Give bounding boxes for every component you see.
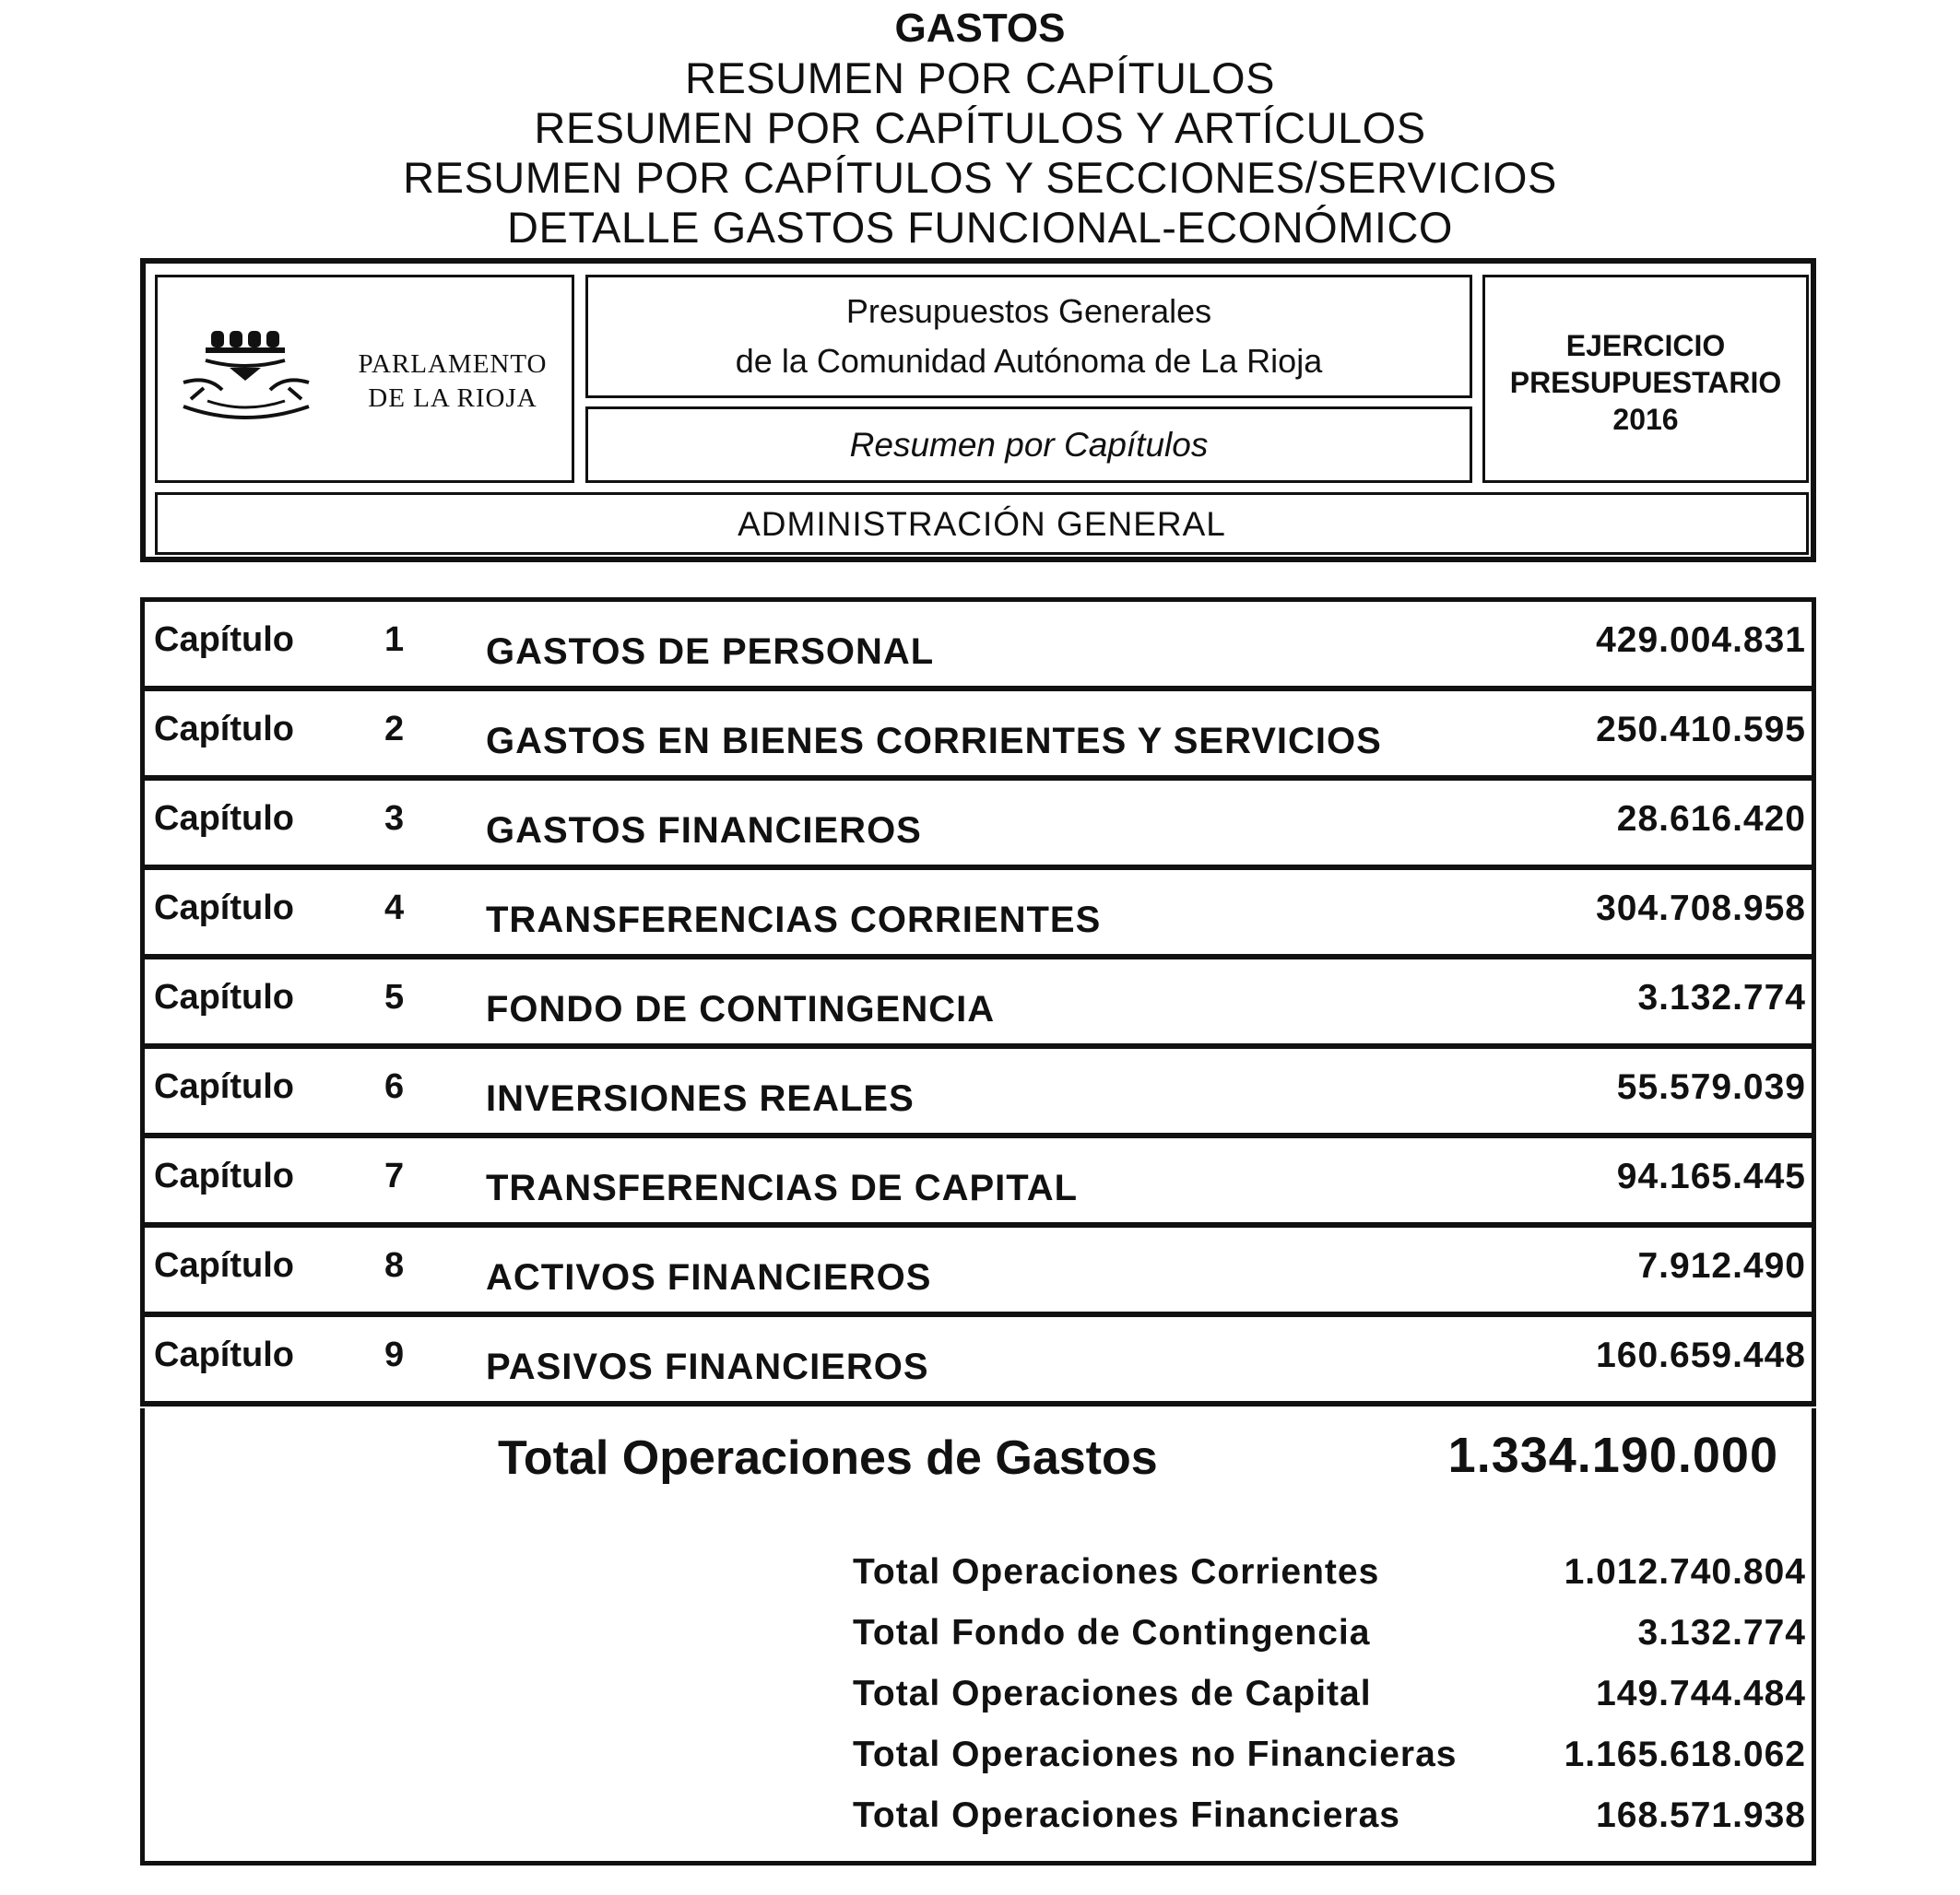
chapter-name: TRANSFERENCIAS DE CAPITAL — [486, 1168, 1079, 1208]
logo-line2: DE LA RIOJA — [368, 383, 537, 413]
title-resumen-secciones: RESUMEN POR CAPÍTULOS Y SECCIONES/SERVICIOS — [403, 153, 1557, 202]
ejercicio-year: 2016 — [1612, 403, 1679, 436]
subtotal-value: 1.012.740.804 — [1564, 1552, 1806, 1592]
table-row — [145, 691, 1812, 781]
subtotal-row — [145, 1613, 1812, 1668]
chapter-label: Capítulo — [154, 710, 294, 748]
ejercicio-line2: PRESUPUESTARIO — [1509, 366, 1782, 399]
table-row — [145, 870, 1812, 959]
title-gastos: GASTOS — [894, 6, 1066, 51]
table-row — [145, 1317, 1812, 1407]
grand-total-label: Total Operaciones de Gastos — [498, 1431, 1158, 1485]
presupuestos-line1: Presupuestos Generales — [845, 292, 1212, 330]
chapter-value: 250.410.595 — [1596, 710, 1806, 749]
chapters-table — [140, 597, 1816, 1407]
logo-box — [155, 275, 574, 483]
subtotal-label: Total Fondo de Contingencia — [853, 1613, 1371, 1653]
subtotal-value: 168.571.938 — [1596, 1795, 1806, 1835]
subtotal-value: 149.744.484 — [1596, 1674, 1806, 1713]
chapter-value: 7.912.490 — [1637, 1246, 1806, 1286]
title-resumen-articulos: RESUMEN POR CAPÍTULOS Y ARTÍCULOS — [534, 103, 1426, 152]
totals-box — [140, 1408, 1816, 1866]
subtotal-row — [145, 1552, 1812, 1607]
chapter-label: Capítulo — [154, 799, 294, 838]
subtotal-label: Total Operaciones Corrientes — [853, 1552, 1380, 1592]
subtotal-label: Total Operaciones no Financieras — [853, 1735, 1458, 1774]
chapter-value: 429.004.831 — [1596, 620, 1806, 660]
table-row — [145, 1228, 1812, 1317]
chapter-number: 3 — [384, 799, 405, 838]
table-row — [145, 602, 1812, 691]
chapter-label: Capítulo — [154, 1157, 294, 1195]
chapter-label: Capítulo — [154, 978, 294, 1017]
grand-total-value: 1.334.190.000 — [1447, 1428, 1778, 1483]
logo-line1: PARLAMENTO — [358, 349, 548, 379]
title-resumen-capitulos: RESUMEN POR CAPÍTULOS — [685, 53, 1275, 102]
chapter-name: TRANSFERENCIAS CORRIENTES — [486, 900, 1102, 940]
chapter-number: 4 — [384, 889, 405, 927]
chapter-number: 5 — [384, 978, 405, 1017]
subtotal-row — [145, 1674, 1812, 1729]
subtotal-row — [145, 1735, 1812, 1790]
chapter-name: ACTIVOS FINANCIEROS — [486, 1257, 932, 1298]
subtotal-label: Total Operaciones de Capital — [853, 1674, 1372, 1713]
chapter-label: Capítulo — [154, 620, 294, 659]
subtotal-value: 3.132.774 — [1637, 1613, 1806, 1653]
document-titles — [0, 0, 1960, 253]
table-row — [145, 1138, 1812, 1228]
chapter-number: 2 — [384, 710, 405, 748]
chapter-name: GASTOS FINANCIEROS — [486, 810, 922, 851]
presupuestos-box — [585, 275, 1472, 398]
chapter-name: PASIVOS FINANCIEROS — [486, 1347, 929, 1387]
resumen-box: Resumen por Capítulos — [585, 406, 1472, 483]
chapter-number: 9 — [384, 1336, 405, 1374]
chapter-value: 3.132.774 — [1637, 978, 1806, 1018]
parliament-logo-icon — [171, 311, 337, 430]
ejercicio-box — [1482, 275, 1809, 483]
chapter-label: Capítulo — [154, 1067, 294, 1106]
subtotal-value: 1.165.618.062 — [1564, 1735, 1806, 1774]
chapter-value: 160.659.448 — [1596, 1336, 1806, 1375]
presupuestos-line2: de la Comunidad Autónoma de La Rioja — [735, 342, 1323, 380]
chapter-label: Capítulo — [154, 889, 294, 927]
table-row — [145, 959, 1812, 1049]
chapter-number: 6 — [384, 1067, 405, 1106]
logo-text — [342, 347, 563, 416]
chapter-value: 28.616.420 — [1616, 799, 1806, 839]
subtotal-row — [145, 1795, 1812, 1851]
header-box — [140, 258, 1816, 562]
chapter-number: 7 — [384, 1157, 405, 1195]
chapter-number: 8 — [384, 1246, 405, 1285]
table-row — [145, 1049, 1812, 1138]
chapter-name: INVERSIONES REALES — [486, 1078, 915, 1119]
subtotal-label: Total Operaciones Financieras — [853, 1795, 1400, 1835]
chapter-label: Capítulo — [154, 1336, 294, 1374]
chapter-value: 55.579.039 — [1616, 1067, 1806, 1107]
chapter-name: FONDO DE CONTINGENCIA — [486, 989, 996, 1030]
chapter-value: 94.165.445 — [1616, 1157, 1806, 1196]
administracion-box: ADMINISTRACIÓN GENERAL — [155, 492, 1809, 555]
chapter-name: GASTOS EN BIENES CORRIENTES Y SERVICIOS — [486, 721, 1382, 761]
title-detalle-funcional: DETALLE GASTOS FUNCIONAL-ECONÓMICO — [507, 203, 1453, 252]
chapter-label: Capítulo — [154, 1246, 294, 1285]
chapter-number: 1 — [384, 620, 405, 659]
table-row — [145, 781, 1812, 870]
chapter-value: 304.708.958 — [1596, 889, 1806, 928]
chapter-name: GASTOS DE PERSONAL — [486, 631, 935, 672]
ejercicio-line1: EJERCICIO — [1565, 329, 1726, 362]
